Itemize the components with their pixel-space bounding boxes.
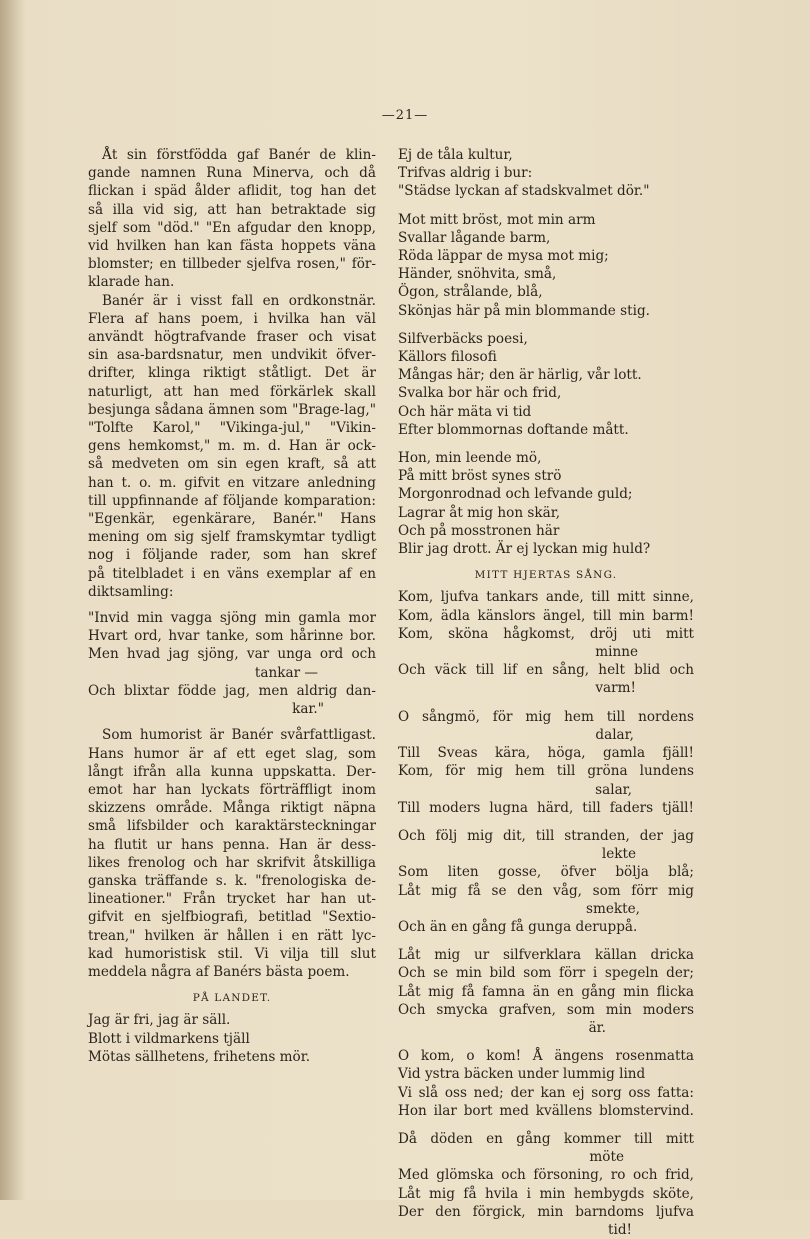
paragraph-1: [88, 146, 376, 292]
text-line: emot har han lyckats förträffligt inom: [88, 781, 376, 798]
text-line: så illa vid sig, att han betraktade sig: [88, 201, 376, 218]
spacer: [398, 201, 694, 211]
text-line: flickan i späd ålder aflidit, tog han det: [88, 183, 376, 200]
poem-line: Och smycka grafven, som min moders: [398, 1001, 694, 1018]
text-line: kad humoristisk stil. Vi vilja till slut: [88, 945, 376, 962]
text-line: besjunga sådana ämnen som "Brage-lag,": [88, 401, 376, 418]
poem-line: Trifvas aldrig i bur:: [398, 165, 533, 182]
poem-line: Kom, ädla känslors ängel, till min barm!: [398, 607, 694, 624]
text-line: långt ifrån alla kunna uppskatta. Der-: [88, 763, 376, 780]
text-line: nog i följande rader, som han skref: [88, 547, 376, 564]
poem-turnover: varm!: [595, 680, 636, 697]
text-line: så medveten om sin egen kraft, så att: [88, 456, 376, 473]
poem-line: Och följ mig dit, till stranden, der jag: [398, 827, 694, 844]
spacer: [398, 439, 694, 449]
poem-line: Mötas sällhetens, frihetens mör.: [88, 1048, 311, 1065]
poem-line: Ögon, strålande, blå,: [398, 284, 543, 301]
text-line: på titelbladet i en väns exemplar af en: [88, 565, 376, 582]
poem-turnover: minne: [595, 644, 638, 661]
spacer: [398, 817, 694, 827]
poem-line: Blott i vildmarkens tjäll: [88, 1030, 250, 1047]
poem-line: Som liten gosse, öfver bölja blå;: [398, 864, 694, 881]
text-line: lineationer." Från trycket har han ut-: [88, 891, 376, 908]
text-line: blomster; en tillbeder sjelfva rosen," för-: [88, 256, 376, 273]
poem-turnover: tid!: [608, 1221, 632, 1238]
poem-line: Jag är fri, jag är säll.: [88, 1012, 231, 1029]
poem-line: Då döden en gång kommer till mitt: [398, 1130, 694, 1147]
poem-stanza: [398, 146, 694, 201]
text-line: ganska träffande s. k. "frenologiska de-: [88, 872, 376, 889]
poem-line: O kom, o kom! Å ängens rosenmatta: [398, 1048, 694, 1065]
poem-line: Och än en gång få gunga deruppå.: [398, 918, 638, 935]
poem-line: Skönjas här på min blommande stig.: [398, 302, 650, 319]
poem-turnover: dalar,: [595, 726, 634, 743]
poem-line: Till moders lugna härd, till faders tjäll!: [398, 799, 694, 816]
quote-turnover: tankar —: [254, 664, 318, 681]
text-line: Banér är i visst fall en ordkonstnär.: [102, 292, 376, 309]
poem-line: Och här mäta vi tid: [398, 403, 532, 420]
song-stanza: [398, 827, 694, 936]
poem-line: "Städse lyckan af stadskvalmet dör.": [398, 183, 650, 200]
text-line: naturligt, att han med förkärlek skall: [88, 383, 376, 400]
right-column: [398, 146, 694, 1239]
text-line: Hans humor är af ett eget slag, som: [88, 745, 376, 762]
text-line: gande namnen Runa Minerva, och då: [88, 165, 376, 182]
text-line: han t. o. m. gifvit en vitzare anledning: [88, 474, 376, 491]
song-title: MITT HJERTAS SÅNG.: [474, 569, 618, 582]
quote-line: "Invid min vagga sjöng min gamla mor: [88, 610, 376, 627]
spacer: [398, 320, 694, 330]
poem-line: Morgonrodnad och lefvande guld;: [398, 486, 633, 503]
text-line: likes frenolog och har skrifvit åtskilliga: [88, 854, 376, 871]
poem-turnover: är.: [588, 1019, 606, 1036]
poem-line: Kom, för mig hem till gröna lundens: [398, 763, 694, 780]
poem-stanza: [398, 449, 694, 558]
poem-stanza: [398, 330, 694, 439]
gutter-shadow: [0, 0, 24, 1200]
spacer: [398, 698, 694, 708]
poem-line: Låt mig ur silfverklara källan dricka: [398, 947, 694, 964]
poem-line: Vid ystra bäcken under lummig lind: [398, 1066, 646, 1083]
song-stanza: [398, 1047, 694, 1120]
text-line: Som humorist är Banér svårfattligast.: [102, 727, 376, 744]
text-line: trean," hvilken är hållen i en rätt lyc-: [88, 927, 376, 944]
quote-line: Och blixtar födde jag, men aldrig dan-: [88, 682, 376, 699]
poem-line: Till Sveas kära, höga, gamla fjäll!: [398, 745, 694, 762]
song-stanza: [398, 1130, 694, 1239]
poem-line: Kom, ljufva tankars ande, till mitt sinne,: [398, 589, 694, 606]
song-stanza: [398, 946, 694, 1037]
spacer: [88, 718, 376, 726]
quote-block: [88, 609, 376, 718]
poem-line: Blir jag drott. Är ej lyckan mig huld?: [398, 541, 651, 558]
spacer: [88, 601, 376, 609]
text-line: klarade han.: [88, 274, 175, 291]
poem-turnover: möte: [589, 1149, 624, 1166]
poem-turnover: smekte,: [586, 900, 640, 917]
poem-line: Efter blommornas doftande mått.: [398, 421, 629, 438]
text-line: Flera af hans poem, i hvilka han väl: [88, 310, 376, 327]
poem-line: Låt mig få famna än en gång min flicka: [398, 983, 694, 1000]
poem-line: Röda läppar de mysa mot mig;: [398, 248, 609, 265]
poem-line: Silfverbäcks poesi,: [398, 330, 528, 347]
left-column: [88, 146, 376, 1066]
text-line: till uppfinnande af följande komparation:: [88, 492, 376, 509]
text-line: meddela några af Banérs bästa poem.: [88, 963, 350, 980]
text-line: sin asa-bardsnatur, men undvikit öfver-: [88, 347, 376, 364]
poem-line: Hon, min leende mö,: [398, 450, 542, 467]
poem-stanza: [398, 211, 694, 320]
poem-line: O sångmö, för mig hem till nordens: [398, 708, 694, 725]
poem-line: Och se min bild som förr i spegeln der;: [398, 965, 694, 982]
poem-line: Låt mig få se den våg, som förr mig: [398, 882, 694, 899]
poem-line: Mot mitt bröst, mot min arm: [398, 211, 596, 228]
text-line: "Egenkär, egenkärare, Banér." Hans: [88, 511, 376, 528]
poem-line: Der den förgick, min barndoms ljufva: [398, 1203, 694, 1220]
text-line: diktsamling:: [88, 583, 174, 600]
poem-line: Och väck till lif en sång, helt blid och: [398, 662, 694, 679]
text-line: sjelf som "död." "En afgudar den knopp,: [88, 219, 376, 236]
text-line: gens hemkomst," m. m. d. Han är ock-: [88, 438, 376, 455]
poem-title: PÅ LANDET.: [192, 992, 272, 1005]
text-line: användt högtrafvande fraser och visat: [88, 329, 376, 346]
poem-line: Kom, sköna hågkomst, dröj uti mitt: [398, 625, 694, 642]
poem-line: Mångas här; den är härlig, vår lott.: [398, 367, 642, 384]
poem-line: Låt mig få hvila i min hembygds sköte,: [398, 1185, 694, 1202]
spacer: [398, 1037, 694, 1047]
poem-line: Vi slå oss ned; der kan ej sorg oss fatta:: [398, 1084, 694, 1101]
text-line: små lifsbilder och karaktärsteckningar: [88, 818, 376, 835]
text-line: ha flutit ur hans penna. Han är dess-: [88, 836, 376, 853]
quote-line: Hvart ord, hvar tanke, som hårinne bor.: [88, 628, 376, 645]
spacer: [398, 936, 694, 946]
text-line: drifter, klinga riktigt ståtligt. Det är: [88, 365, 376, 382]
paragraph-2: [88, 292, 376, 601]
poem-turnover: salar,: [595, 781, 632, 798]
poem-line: Svalka bor här och frid,: [398, 385, 562, 402]
song-stanza: [398, 708, 694, 817]
poem-line: Hon ilar bort med kvällens blomstervind.: [398, 1102, 694, 1119]
poem-line: Händer, snöhvita, små,: [398, 266, 557, 283]
text-line: Åt sin förstfödda gaf Banér de klin-: [102, 147, 376, 163]
quote-line: Men hvad jag sjöng, var unga ord och: [88, 646, 376, 663]
poem-stanza: [88, 1011, 376, 1066]
poem-line: På mitt bröst synes strö: [398, 468, 562, 485]
quote-turnover: kar.": [292, 701, 324, 718]
text-line: skizzens område. Många riktigt näpna: [88, 800, 376, 817]
song-stanza: [398, 588, 694, 697]
poem-line: Och på mosstronen här: [398, 522, 560, 539]
text-line: gifvit en sjelfbiografi, betitlad "Sextio-: [88, 909, 376, 926]
poem-line: Ej de tåla kultur,: [398, 147, 513, 163]
paragraph-3: [88, 726, 376, 981]
text-line: "Tolfte Karol," "Vikinga-jul," "Vikin-: [88, 420, 376, 437]
poem-line: Lagrar åt mig hon skär,: [398, 504, 561, 521]
text-line: mening om sig sjelf framskymtar tydligt: [88, 529, 376, 546]
spacer: [398, 1120, 694, 1130]
poem-line: Svallar lågande barm,: [398, 229, 551, 246]
poem-line: Med glömska och försoning, ro och frid,: [398, 1167, 694, 1184]
text-line: vid hvilken han kan fästa hoppets väna: [88, 238, 376, 255]
page-number: —21—: [381, 108, 429, 123]
poem-line: Källors filosofi: [398, 349, 497, 366]
poem-turnover: lekte: [601, 846, 636, 863]
